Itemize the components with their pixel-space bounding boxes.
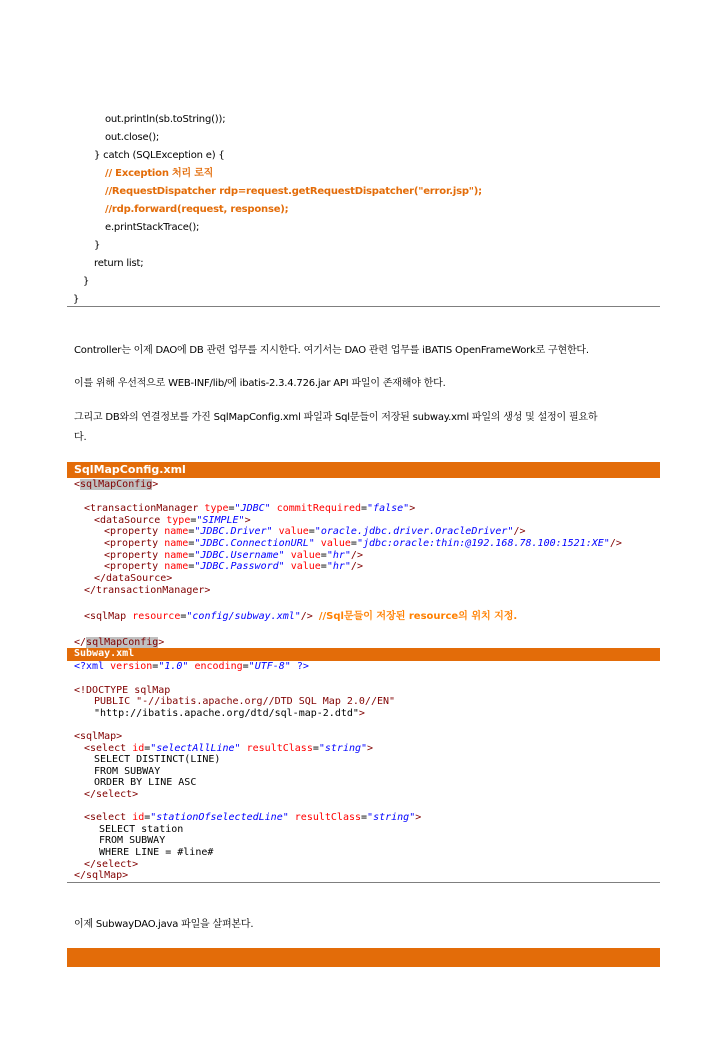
sqlmapconfig-header	[67, 462, 660, 478]
xml-line: </select>	[84, 789, 139, 800]
xml-line: <!DOCTYPE sqlMap	[74, 685, 171, 696]
xml-line: <sqlMap>	[74, 731, 123, 742]
xml-line: <property name="JDBC.Driver" value="oracle.jdbc.driver.OracleDriver"/>	[104, 526, 526, 537]
xml-comment: //Sql문들이 저장된 resource의 위치 지정.	[318, 611, 518, 622]
code-block-divider	[67, 882, 660, 883]
xml-line: <select id="stationOfselectedLine" resultClass="string">	[84, 812, 422, 823]
sqlmapconfig-code	[67, 479, 660, 649]
code-comment: //rdp.forward(request, response);	[105, 204, 289, 215]
paragraph-controller: Controller는 이제 DAO에 DB 관련 업무를 지시한다. 여기서는 DAO 관련 업무를 iBATIS OpenFrameWork로 구현한다.	[74, 345, 589, 356]
xml-line: <property name="JDBC.ConnectionURL" value="jdbc:oracle:thin:@192.168.78.100:1521:XE"/>	[104, 538, 622, 549]
xml-line: <select id="selectAllLine" resultClass="string">	[84, 743, 374, 754]
xml-line: <sqlMap resource="config/subway.xml"/> //Sql문들이 저장된 resource의 위치 지정.	[84, 611, 518, 622]
subwayxml-code	[67, 661, 660, 883]
code-line: } catch (SQLException e) {	[94, 150, 225, 161]
paragraph-config-files	[74, 410, 654, 446]
xml-line: </dataSource>	[94, 573, 173, 584]
sqlmapconfig-header-label: SqlMapConfig.xml	[74, 463, 186, 476]
code-line: }	[83, 276, 90, 287]
code-comment: // Exception 처리 로직	[105, 168, 214, 179]
xml-line: FROM SUBWAY	[94, 766, 161, 777]
paragraph-subwaydao: 이제 SubwayDAO.java 파일을 살펴본다.	[74, 919, 254, 930]
subwayxml-header-label: Subway.xml	[74, 648, 135, 659]
xml-line: PUBLIC "-//ibatis.apache.org//DTD SQL Map 2.0//EN"	[94, 696, 396, 707]
xml-line: <property name="JDBC.Username" value="hr"/>	[104, 550, 363, 561]
xml-line: <?xml version="1.0" encoding="UTF-8" ?>	[74, 661, 309, 672]
xml-line: <dataSource type="SIMPLE">	[94, 515, 251, 526]
xml-line: SELECT station	[99, 824, 184, 835]
code-line: }	[94, 240, 101, 251]
xml-line: WHERE LINE = #line#	[99, 847, 214, 858]
xml-line: <sqlMapConfig>	[74, 479, 159, 490]
code-line: e.printStackTrace();	[105, 222, 200, 233]
code-block-divider	[67, 306, 660, 307]
next-section-header	[67, 948, 660, 967]
code-line: }	[73, 294, 80, 305]
paragraph-ibatis-jar: 이를 위해 우선적으로 WEB-INF/lib/에 ibatis-2.3.4.726.jar API 파일이 존재해야 한다.	[74, 378, 446, 389]
xml-line: ORDER BY LINE ASC	[94, 777, 197, 788]
xml-line: <property name="JDBC.Password" value="hr"/>	[104, 561, 363, 572]
paragraph-line: 다.	[74, 432, 87, 443]
xml-line: </sqlMapConfig>	[74, 637, 165, 648]
subwayxml-header	[67, 648, 660, 661]
code-comment: //RequestDispatcher rdp=request.getRequestDispatcher("error.jsp");	[105, 186, 482, 197]
code-line: return list;	[94, 258, 144, 269]
xml-line: <transactionManager type="JDBC" commitRequired="false">	[84, 503, 416, 514]
xml-line: </sqlMap>	[74, 870, 129, 881]
xml-line: SELECT DISTINCT(LINE)	[94, 754, 221, 765]
xml-line: FROM SUBWAY	[99, 835, 166, 846]
paragraph-line: 그리고 DB와의 연결정보를 가진 SqlMapConfig.xml 파일과 Sql문들이 저장된 subway.xml 파일의 생성 및 설정이 필요하	[74, 412, 598, 423]
code-line: out.close();	[105, 132, 160, 143]
xml-line: "http://ibatis.apache.org/dtd/sql-map-2.dtd">	[94, 708, 365, 719]
xml-line: </transactionManager>	[84, 585, 211, 596]
xml-line: </select>	[84, 859, 139, 870]
code-line: out.println(sb.toString());	[105, 114, 226, 125]
